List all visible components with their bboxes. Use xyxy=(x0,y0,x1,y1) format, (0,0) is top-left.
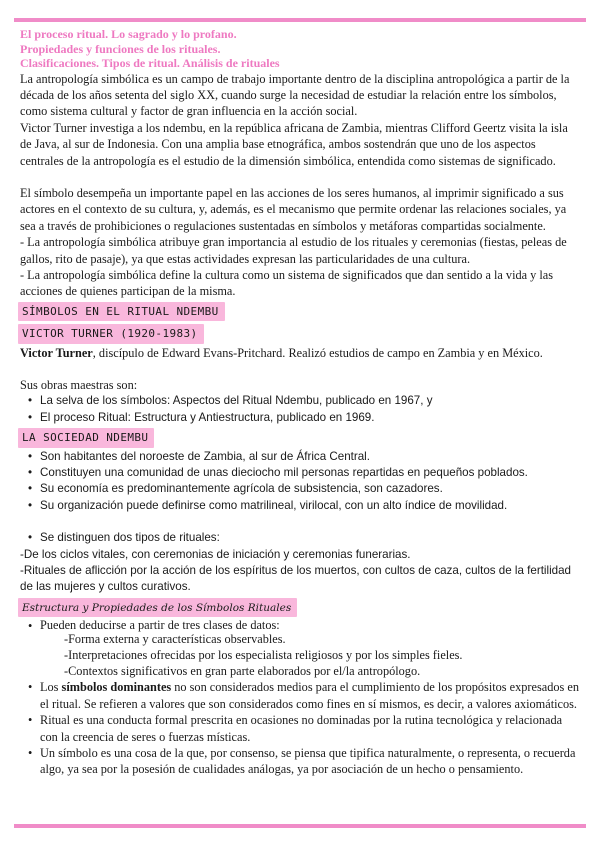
estructura-b1: • Pueden deducirse a partir de tres clases de datos: xyxy=(40,618,280,633)
ritual-types-list xyxy=(20,530,580,546)
list-item: • Se distinguen dos tipos de rituales: xyxy=(40,530,580,546)
bottom-divider xyxy=(14,824,586,828)
intro-paragraph-4: - La antropología simbólica atribuye gran importancia al estudio de los rituales y ceremonias (fiestas, peleas de gallos, rito de pasaje), ya que estas actividades expresan las particularidades de una cultura. xyxy=(20,235,567,266)
list-item: • Son habitantes del noroeste de Zambia, al sur de África Central. xyxy=(40,449,580,465)
intro-paragraph-3: El símbolo desempeña un importante papel en las acciones de los seres humanos, al imprimir significado a sus actores en el contexto de su cultura, y, además, es el mecanismo que permite ordenar las relaciones sociales, ya sea a través de prohibiciones o regulaciones sustentadas en símbolos y metáforas compartidas socialmente. xyxy=(20,185,567,233)
turner-desc: , discípulo de Edward Evans-Pritchard. Realizó estudios de campo en Zambia y en México. xyxy=(92,345,543,360)
intro-paragraph-5: - La antropología simbólica define la cultura como un sistema de significados que dan sentido a la vida y las acciones de quienes participan de la misma. xyxy=(20,267,554,299)
header-line-3: Clasificaciones. Tipos de ritual. Análisis de rituales xyxy=(20,56,280,70)
turner-bio xyxy=(20,345,580,361)
estructura-sub-1: -Forma externa y características observables. xyxy=(64,632,286,647)
estructura-sub-3: -Contextos significativos en gran parte elaborados por el/la antropólogo. xyxy=(64,664,421,679)
list-item xyxy=(40,679,580,712)
sociedad-list xyxy=(20,449,580,515)
section-heading-victor-turner: VICTOR TURNER (1920-1983) xyxy=(18,324,204,343)
list-item: • La selva de los símbolos: Aspectos del Ritual Ndembu, publicado en 1967, y xyxy=(40,393,580,409)
b2-post: no son considerados medios para el cumplimiento de los propósitos expresados en el ritual. Se refieren a valores que son considerados como fines en sí mismos, es decir, a valores axiomáticos. xyxy=(40,680,579,711)
list-item: • Ritual es una conducta formal prescrita en ocasiones no dominadas por la rutina tecnológica y relacionada con la creencia de seres o fuerzas místicas. xyxy=(40,712,580,745)
b2-bold: símbolos dominantes xyxy=(61,680,172,695)
document-page xyxy=(20,27,580,778)
section-heading-estructura: Estructura y Propiedades de los Símbolos Rituales xyxy=(18,598,297,617)
estructura-sub-2: -Interpretaciones ofrecidas por los especialista religiosos y por los simples fieles. xyxy=(64,648,463,663)
list-item: • Un símbolo es una cosa de la que, por consenso, se piensa que tipifica naturalmente, o representa, o recuerda algo, ya sea por la posesión de cualidades análogas, ya por asociación de un hecho o pensamiento. xyxy=(40,745,580,778)
section-heading-sociedad: LA SOCIEDAD NDEMBU xyxy=(18,428,154,447)
list-item: • El proceso Ritual: Estructura y Antiestructura, publicado en 1969. xyxy=(40,410,580,426)
list-item: • Su economía es predominantemente agrícola de subsistencia, son cazadores. xyxy=(40,481,580,497)
ritual-type-1: -De los ciclos vitales, con ceremonias de iniciación y ceremonias funerarias. xyxy=(20,547,411,561)
intro-paragraph-1: La antropología simbólica es un campo de trabajo importante dentro de la disciplina antropológica a partir de la década de los años setenta del siglo XX, cuando surge la necesidad de estudiar la relación entre los símbolos, como sistema cultural y factor de gran influencia en la acción social. xyxy=(20,71,570,119)
ritual-type-2: -Rituales de aflicción por la acción de los espíritus de los muertos, con cultos de caza, cultos de la fertilidad de las mujeres y cultos curativos. xyxy=(20,564,571,594)
turner-name: Victor Turner xyxy=(20,345,93,360)
b2-pre: Los xyxy=(40,680,62,695)
estructura-list xyxy=(20,618,580,777)
header-line-1: El proceso ritual. Lo sagrado y lo profano. xyxy=(20,27,237,41)
list-item: • Constituyen una comunidad de unas dieciocho mil personas repartidas en pequeños poblados. xyxy=(40,465,580,481)
works-list xyxy=(20,393,580,426)
list-item: • Su organización puede definirse como matrilineal, virilocal, con un alto índice de movilidad. xyxy=(40,498,580,514)
list-item xyxy=(40,618,580,679)
works-intro: Sus obras maestras son: xyxy=(20,378,138,392)
intro-paragraph-2: Victor Turner investiga a los ndembu, en la república africana de Zambia, mientras Clifford Geertz visita la isla de Java, al sur de Indonesia. Con una amplia base etnográfica, ambos sostendrán que uno de los aspectos centrales de la antropología es el estudio de la dimensión simbólica, entendida como sistemas de significado. xyxy=(20,120,568,168)
header-line-2: Propiedades y funciones de los rituales. xyxy=(20,41,221,56)
section-heading-simbolos: SÍMBOLOS EN EL RITUAL NDEMBU xyxy=(18,302,225,321)
top-divider xyxy=(14,18,586,22)
